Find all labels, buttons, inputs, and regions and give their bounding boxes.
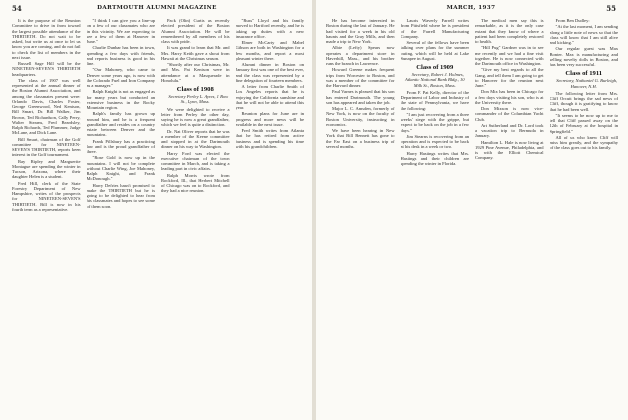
paragraph: Hamilton L. Hale is now living at 1929 Pine Avenue, Philadelphia, and is with the Elliott Chemical Company. — [475, 139, 544, 161]
paragraph: Major L. C. Amsden, formerly of New York, is now on the faculty of Boston University, instructing in economics. — [326, 106, 395, 127]
paragraph: Art Sutherland and Dr. Lord took a vacation trip to Bermuda in January. — [475, 122, 544, 139]
class-secretary: Secretary Perley L. Ayres, 1 Bow St., Lynn, Mass. — [168, 94, 229, 105]
paragraph: Ralph Morris wrote from Rockford, Ill., that Herbert Mitchell of Chicago was on to Rockford, and they had a nice reunion. — [161, 172, 230, 194]
paragraph: The medical men say this is remarkable, as it is the only case extant that they know of where a patient had been completely restored to health. — [475, 18, 544, 44]
paragraph: "I think I can give you a line-up on a few of our classmates who are in this vicinity. We are expecting to see a few of them at Hanover in June." — [86, 18, 155, 44]
class-secretary: Secretary, Nathaniel G. Burleigh, Hanover, N.H. — [556, 78, 618, 89]
paragraph: Pack (Olin) Curtis as recently elected president of the Boston Alumni Association. He will be remembered by all members of his class with pride. — [161, 18, 230, 44]
class-heading: Class of 1911 — [565, 70, 603, 78]
paragraph: Several of the fellows have been talking over plans for the summer outing, which will be held at Lake Sunapee in August. — [400, 40, 469, 61]
column — [326, 18, 395, 414]
paragraph: Russell Sage Hill will be the NINETEEN-SEVEN'S THIRTIETH headquarters. — [12, 61, 81, 77]
paragraph: Howard Greene makes frequent trips from Worcester to Boston, and was a member of the committee for the Harvard dinner. — [326, 67, 395, 88]
paragraph: Lauris Waverly Farrell writes from Pittsfield where he is president of the Farrell Manufacturing Company. — [400, 18, 469, 39]
class-heading: Class of 1909 — [416, 64, 454, 71]
page-number: 54 — [12, 4, 22, 13]
paragraph: "Rose Gold is now up in the mountains. I will not be complete without Charlie Wing, Joe Mahoney, Ralph Knight, and Frank McDonough." — [86, 155, 155, 182]
running-head: MARCH, 1937 — [446, 5, 496, 11]
paragraph: Our regular guest was Max Bonter. Max is manufacturing and selling novelty dolls in Boston, and has been very successful. — [549, 46, 618, 67]
column — [161, 18, 230, 414]
right-page-header — [326, 4, 616, 16]
paragraph: We were delighted to receive a letter from Perley the other day, saying he is now a great grandfather, which we feel is quite a distinction. — [161, 106, 230, 128]
paragraph: Paul Varnes is pleased that his son has entered Dartmouth. The young son has appeared and taken the job. — [326, 89, 395, 105]
column — [550, 18, 619, 414]
paragraph: "It seems to be now up to me to tell that Cliff passed away on the 12th of February at the hospital in Springfield." — [549, 112, 618, 134]
paragraph: "I am just recovering from a three weeks' siege with the grippe, but expect to be back on the job in a few days." — [400, 111, 469, 133]
column — [87, 18, 156, 414]
paragraph: Fred Smith writes from Atlanta that he has retired from active business and is spending his time with his grandchildren. — [235, 128, 304, 149]
column — [12, 18, 81, 414]
paragraph: Alumni dinner in Boston on January first was one of the best ever, and the class was represented by a fine delegation of fourteen members. — [235, 62, 304, 83]
paragraph: Harry Hastings writes that Mrs. Hastings and their children are spending the winter in Florida. — [400, 150, 469, 166]
paragraph: Frank Pillsbury has a practicing law and is the proud grandfather of three. — [86, 138, 155, 154]
left-page-header — [12, 4, 302, 16]
paragraph: Dr. Nat Oliver reports that he was a member of the Keene committee and stopped in at the Dartmouth dinner on his way to Washington. — [161, 128, 230, 150]
paragraph: "Our Mahoney, who came to Denver some years ago, is now with the Colorado Fuel and Iron Company as a manager." — [86, 67, 155, 88]
paragraph: It is the purpose of the Reunion Committee to drive in from toward the largest possible attendance of the THIRTIETH. Do not wait to be asked, but write us at once to let us know you are coming, and do not fail to check the list of members in the next issue. — [12, 18, 81, 60]
paragraph: Ralph's family has grown up around him, and he is a frequent grandfather and resides on a country estate between Denver and the mountains. — [86, 111, 155, 138]
page-number: 55 — [606, 4, 616, 13]
paragraph: Bill Smart, chairman of the Golf committee for NINETEEN-SEVEN'S THIRTIETH, reports keen interest in the Golf tournament. — [12, 136, 81, 158]
paragraph: Elmer McCarty and Mabel Gibson are both in Washington for a few months, and report a most pleasant winter there. — [235, 40, 304, 61]
paragraph: Don Mix has been in Chicago for a few days visiting his son, who is at the University there. — [475, 89, 544, 105]
running-head: DARTMOUTH ALUMNI MAGAZINE — [97, 5, 217, 11]
paragraph: A letter from Charlie Smith of Los Angeles reports that he is enjoying the California sunshine and that he will not be able to attend this year. — [235, 84, 304, 110]
paragraph: Charlie Dunbar has been in town, spending a few days with friends, and reports business is good in his line. — [86, 45, 155, 66]
paragraph: Fred Hill, clerk of the State Forestry Department of New Hampshire, writes of the prospects for NINETEEN-SEVEN'S THIRTIETH. Bill is now in his fourth term as a representative. — [12, 180, 81, 212]
paragraph: The following letter from Mrs. Cliff Orcutt brings the sad news of Cliff, though it is gratifying to know that he had been well. — [549, 90, 618, 112]
paragraph: "At the last moment, I am sending along a little note of news so that the class will know that I am still alive and kicking." — [549, 24, 618, 45]
paragraph: "Shortly after our Christmas, Mr. and Mrs. Pat Kenison were in attendance at a Masquerade in Honolulu." — [161, 62, 230, 83]
right-page — [314, 0, 628, 420]
paragraph: We have been hearing in New York that Bill Bennett has gone to the Far East on a business trip of several months. — [326, 128, 395, 149]
paragraph: All of us who knew Cliff will miss him greatly, and the sympathy of the class goes out to his family. — [549, 134, 618, 151]
paragraph: Reunion plans for June are in progress and more news will be available in the next issue. — [235, 111, 304, 127]
paragraph: Albie (Lefty) Spears now operates a department store in Haverhill, Mass., and his brother runs the branch in Lawrence. — [326, 45, 395, 66]
paragraph: Ralph Knight is not as engaged as for many years but conducted an extensive business in the Rocky Mountain region. — [86, 89, 155, 110]
paragraph: Ray Ripley and Marguerite Montague are spending the winter in Tucson, Arizona, where their daughter Helen is a student. — [12, 158, 81, 180]
paragraph: It was grand to learn that Mr. and Mrs. Harry Keith gave a shout from Hawaii at the Christmas season. — [161, 45, 230, 61]
left-columns — [12, 18, 304, 414]
column — [401, 18, 470, 414]
paragraph: "Give my best regards to all the Gang, and tell them I am going to get to Hanover for the reunion next June." — [475, 67, 544, 88]
paragraph: "Hill Pug" Gardner was in to see me recently and we had a fine visit together. He is now connected with the Dartmouth office in Washington. — [475, 45, 544, 66]
paragraph: The class of 1907 was well represented at the annual dinner of the Boston Alumni Association, and among the classmates present were: Orlando Davis, Charles Foster, George Greenwood, Ned Kenison, Bill Smart, Dr. Bill Walker, Jim Brown, Ted Richardson, Cally Perry, Walter Stearns, Fred Beardsley, Ralph Richards, Ted Plummer, Judge McLane, and Dick Lane. — [12, 77, 81, 136]
paragraph: He has become interested in Boston during the last of January. He had visited for a week in his old haunts and the Gray Mills, and then made a trip to New York. — [326, 18, 395, 44]
paragraph: From Ben Dudley: — [555, 18, 590, 23]
right-columns — [326, 18, 618, 414]
paragraph: Jim Stearns is recovering from an operation and is expected to be back at his desk in a week or two. — [400, 133, 469, 150]
paragraph: "Russ" Lloyd and his family moved to Hartford recently, and he is taking up duties with a new insurance office. — [235, 18, 304, 39]
paragraph: Harry Defries hasn't promised to make the THIRTIETH but he is going to be delighted to hear from his classmates and hopes to see some of them soon. — [86, 182, 155, 209]
paragraph: Don Mixson is now vice-commander of the Columbian Yacht Club. — [475, 106, 544, 122]
column — [475, 18, 544, 414]
column — [236, 18, 305, 414]
class-heading: Class of 1908 — [176, 86, 214, 93]
paragraph: From F. Pat Kelly, director of the Department of Labor and Industry of the state of Pennsylvania, we have the following: — [400, 89, 469, 111]
paragraph: Harry Ford was elected the executive chairman of the town committee in March, and is taking a leading part in civic affairs. — [161, 150, 230, 172]
class-secretary: Secretary, Robert J. Holmes, Atlantic National Bank Bldg., 10 Milk St., Boston, Mass. — [404, 72, 465, 88]
